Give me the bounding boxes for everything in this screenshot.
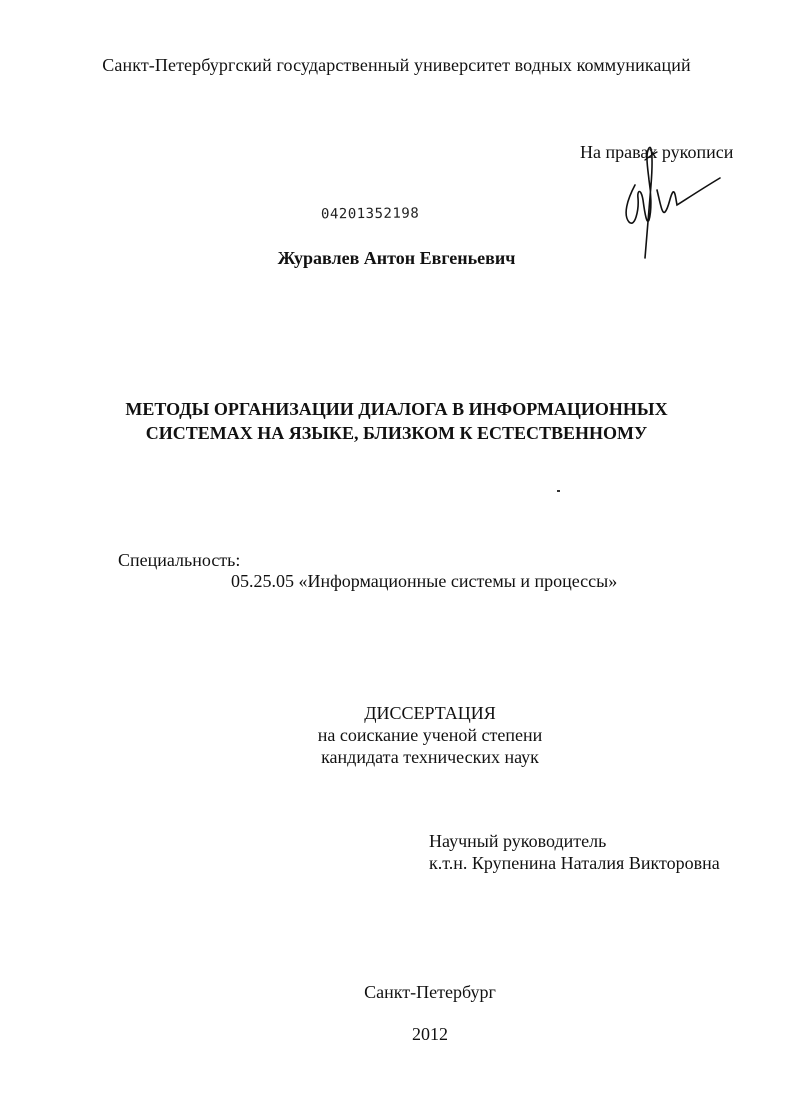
dissertation-block bbox=[0, 702, 793, 768]
dissertation-title bbox=[0, 397, 793, 445]
city: Санкт-Петербург bbox=[364, 982, 496, 1002]
advisor-name: к.т.н. Крупенина Наталия Викторовна bbox=[429, 853, 720, 873]
advisor-label: Научный руководитель bbox=[429, 831, 607, 851]
scan-speck bbox=[557, 490, 560, 492]
year: 2012 bbox=[412, 1024, 448, 1044]
degree-field: кандидата технических наук bbox=[321, 747, 539, 767]
advisor-block bbox=[429, 830, 720, 874]
university-name: Санкт-Петербургский государственный университет водных коммуникаций bbox=[102, 55, 691, 75]
signature-image bbox=[605, 130, 735, 260]
dissertation-heading: ДИССЕРТАЦИЯ bbox=[364, 703, 496, 723]
title-line-2: СИСТЕМАХ НА ЯЗЫКЕ, БЛИЗКОМ К ЕСТЕСТВЕННОМУ bbox=[145, 423, 648, 443]
degree-line: на соискание ученой степени bbox=[317, 725, 543, 745]
manuscript-note: На правах рукописи bbox=[580, 142, 734, 162]
specialty-value: 05.25.05 «Информационные системы и процессы» bbox=[231, 571, 618, 591]
author-name: Журавлев Антон Евгеньевич bbox=[277, 248, 516, 268]
archive-number: 04201352198 bbox=[320, 205, 420, 223]
title-line-1: МЕТОДЫ ОРГАНИЗАЦИИ ДИАЛОГА В ИНФОРМАЦИОННЫХ bbox=[125, 399, 668, 419]
specialty-label: Специальность: bbox=[118, 550, 241, 570]
